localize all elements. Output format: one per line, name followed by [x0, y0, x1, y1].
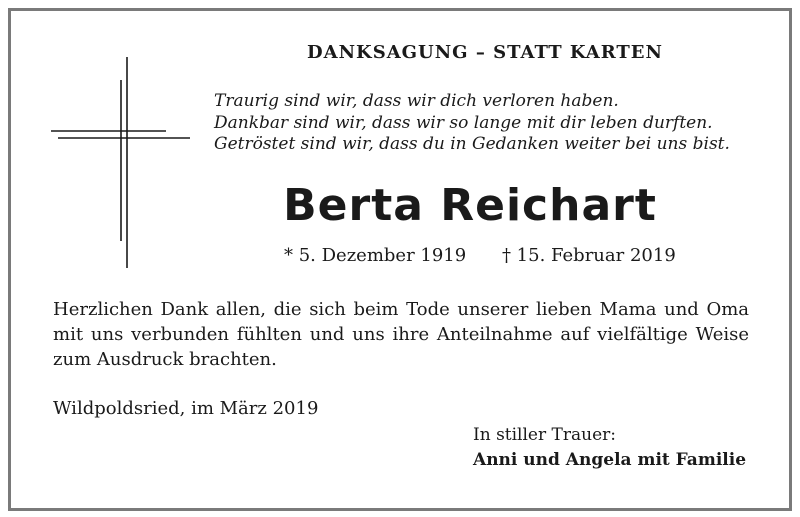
notice-heading: DANKSAGUNG – STATT KARTEN: [307, 42, 663, 63]
verse-line: Getröstet sind wir, dass du in Gedanken weiter bei uns bist.: [214, 134, 730, 154]
cross-icon: [0, 0, 200, 280]
life-dates: [284, 245, 676, 266]
verse-block: [214, 91, 730, 156]
birth-date: * 5. Dezember 1919: [284, 245, 467, 266]
death-date: † 15. Februar 2019: [501, 245, 676, 266]
family-signature: Anni und Angela mit Familie: [473, 450, 747, 470]
thanks-text: Herzlichen Dank allen, die sich beim Tode unserer lieben Mama und Oma mit uns verbunden fühlten und uns ihre Anteilnahme auf vielfältige Weise zum Ausdruck brachten.: [53, 299, 749, 370]
mourning-label: In stiller Trauer:: [473, 425, 616, 445]
deceased-name: Berta Reichart: [283, 180, 657, 231]
place-date: Wildpoldsried, im März 2019: [53, 398, 319, 419]
verse-line: Traurig sind wir, dass wir dich verloren haben.: [214, 91, 619, 111]
verse-line: Dankbar sind wir, dass wir so lange mit dir leben durften.: [214, 112, 713, 133]
